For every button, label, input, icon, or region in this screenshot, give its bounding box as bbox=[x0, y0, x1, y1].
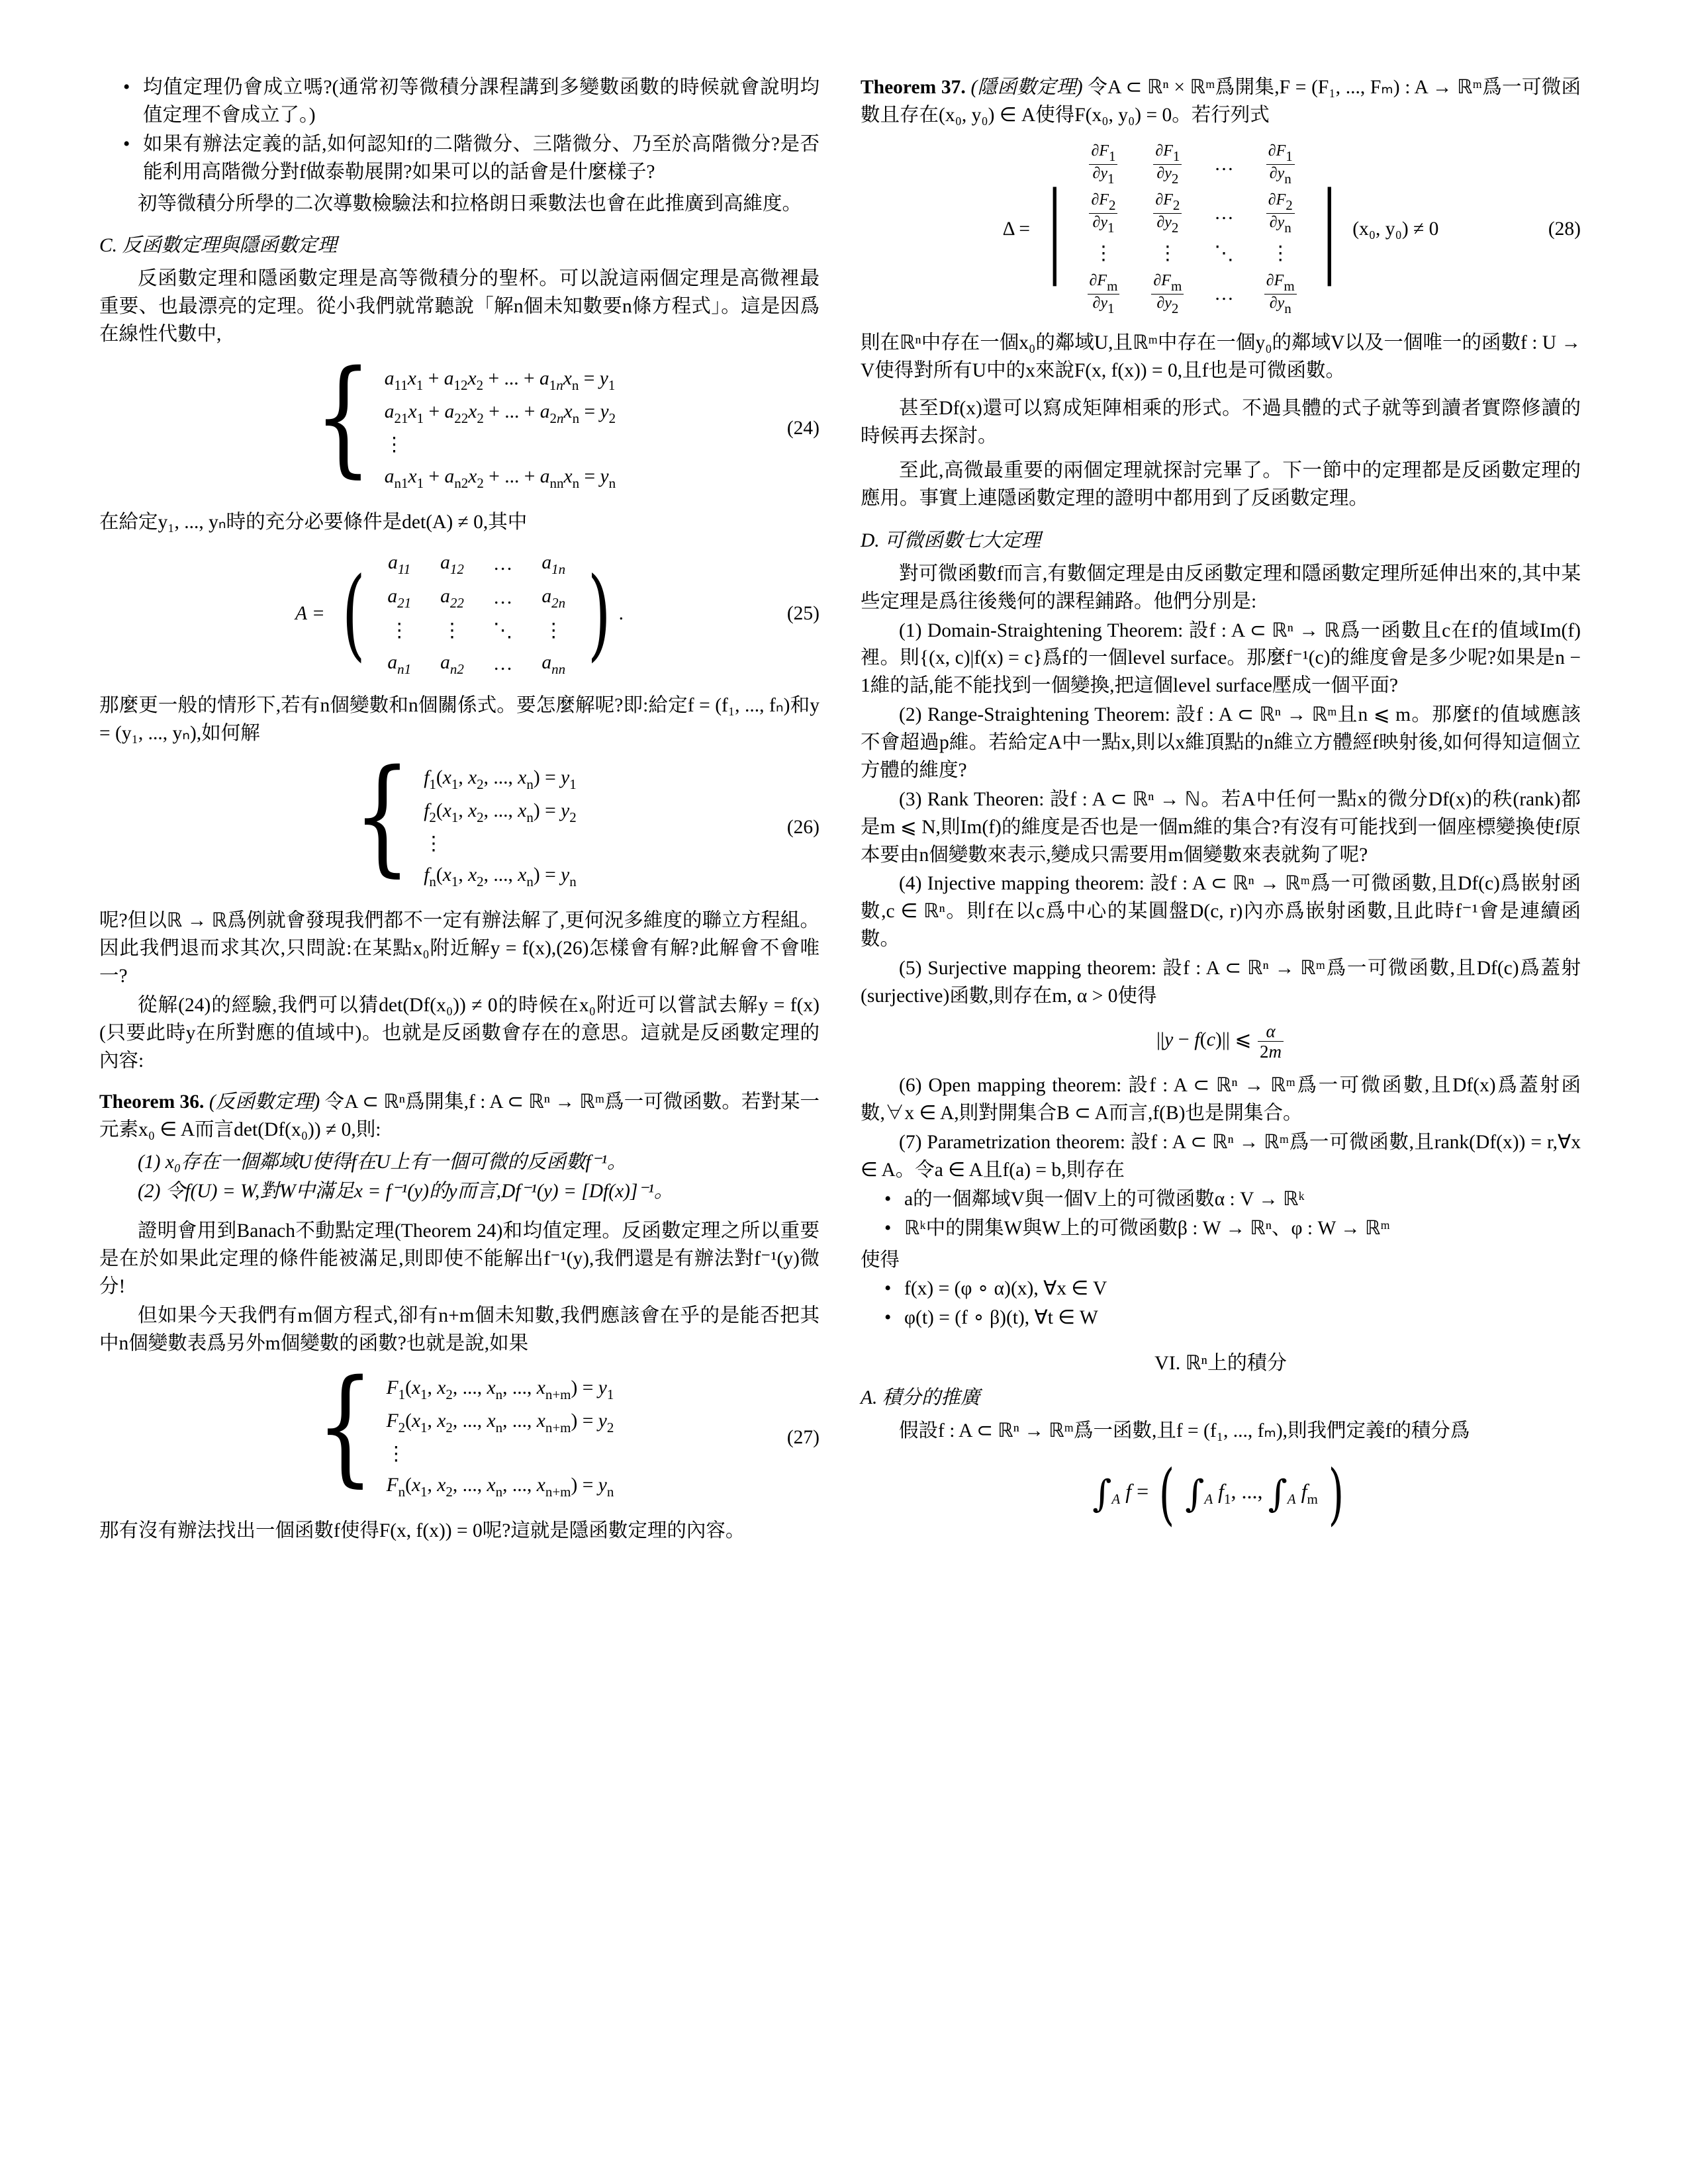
left-brace: { bbox=[353, 742, 412, 889]
after-theorem-36-paragraph-1: 證明會用到Banach不動點定理(Theorem 24)和均值定理。反函數定理之所以重要是在於如果此定理的條件能被滿足,則即使不能解出f⁻¹(y),我們還是有辦法對f⁻¹(y)微分! bbox=[99, 1220, 820, 1297]
determinant-evaluation-point: (x₀, y₀) ≠ 0 bbox=[1352, 218, 1439, 240]
equation-25 bbox=[99, 547, 820, 682]
matrix-body bbox=[373, 547, 580, 682]
theorem-item-5: (5) Surjective mapping theorem: 設f : A ⊂ ℝⁿ → ℝᵐ爲一可微函數,且Df(c)爲蓋射(surjective)函數,則存在m, α > 0使得 bbox=[861, 958, 1581, 1007]
matrix-cell: … bbox=[492, 653, 513, 675]
paragraph-after-bullets: 初等微積分所學的二次導數檢驗法和拉格朗日乘數法也會在此推廣到高維度。 bbox=[138, 193, 802, 214]
determinant-cell: $\frac{\partial Fm}{\partial y2}$ bbox=[1135, 270, 1199, 319]
equation-surjective-bound bbox=[861, 1021, 1581, 1062]
period: . bbox=[618, 603, 624, 625]
list-item: • ℝᵏ中的開集W與W上的可微函數β : W → ℝⁿ、φ : W → ℝᵐ bbox=[904, 1215, 1581, 1243]
after-theorem-36-paragraph-2: 但如果今天我們有m個方程式,卻有n+m個未知數,我們應該會在乎的是能否把其中n個變數表爲另外m個變數的函數?也就是說,如果 bbox=[99, 1304, 820, 1354]
section-C-paragraph-2: 在給定y₁, ..., yₙ時的充分必要條件是det(A) ≠ 0,其中 bbox=[99, 511, 528, 533]
parametrization-connector: 使得 bbox=[861, 1249, 900, 1271]
theorem-37-body: 令A ⊂ ℝⁿ × ℝᵐ爲開集,F = (F₁, ..., Fₘ) : A → ℝᵐ爲一可微函數且存在(x₀, y₀) ∈ A使得F(x₀, y₀) = 0。若行列式 bbox=[861, 77, 1581, 126]
theorem-36-item-2: (2) 令f(U) = W,對W中滿足x = f⁻¹(y)的y而言,Df⁻¹(y) = [Df(x)]⁻¹。 bbox=[138, 1181, 674, 1203]
equation-line: $F_2(x_1$, $x_2$, ..., $x_n$, ..., $x_{n+m}) = y_2$ bbox=[386, 1410, 614, 1435]
integral-sign: ∫ bbox=[1185, 1472, 1205, 1516]
list-item: • f(x) = (φ ∘ α)(x), ∀x ∈ V bbox=[904, 1275, 1581, 1303]
theorem-item-1: (1) Domain-Straightening Theorem: 設f : A ⊂ ℝⁿ → ℝ爲一函數且c在f的值域Im(f)裡。則{(x, c)|f(x) = c}爲f的一個level surface。那麼f⁻¹(c)的維度會是多少呢?如果是n − 1維的話,能不能找到一個變換,把這個level surface壓成一個平面? bbox=[861, 619, 1581, 697]
matrix-cell: … bbox=[492, 587, 513, 609]
equation-line: $f_1(x_1$, $x_2$, ..., $x_n) = y_1$ bbox=[424, 766, 577, 792]
section-VI-paragraph: 假設f : A ⊂ ℝⁿ → ℝᵐ爲一函數,且f = (f₁, ..., fₘ),則我們定義f的積分爲 bbox=[899, 1420, 1470, 1441]
equation-27 bbox=[99, 1352, 820, 1508]
determinant-cell: ⋮ bbox=[1270, 242, 1290, 264]
equation-27-system bbox=[305, 1352, 614, 1508]
table-row bbox=[1072, 140, 1313, 189]
determinant-cell: $\frac{\partial F2}{\partial yn}$ bbox=[1248, 189, 1313, 238]
equation-number: (24) bbox=[786, 417, 820, 439]
theorem-37-label: Theorem 37. bbox=[861, 77, 966, 98]
matrix-cell: ⋮ bbox=[442, 620, 462, 642]
section-heading-VI: VI. ℝⁿ上的積分 bbox=[1154, 1352, 1287, 1375]
equation-line: $f_n(x_1$, $x_2$, ..., $x_n) = y_n$ bbox=[424, 864, 577, 890]
table-row bbox=[373, 547, 580, 582]
equation-expression: $\int_A$ f = ( $\int_A$ $f_1$, ..., $\int_A$ $f_m$ ) bbox=[1092, 1455, 1344, 1533]
vertical-dots: ⋮ bbox=[386, 1443, 406, 1465]
right-paragraph-3: 至此,高微最重要的兩個定理就探討完畢了。下一節中的定理都是反函數定理的應用。事實上連隱函數定理的證明中都用到了反函數定理。 bbox=[861, 460, 1581, 510]
vertical-dots: ⋮ bbox=[424, 833, 444, 854]
left-vertical-bar: | bbox=[1047, 171, 1062, 287]
left-final-paragraph: 那有沒有辦法找出一個函數f使得F(x, f(x)) = 0呢?這就是隱函數定理的內容。 bbox=[99, 1520, 745, 1542]
section-C-paragraph-3: 那麼更一般的情形下,若有n個變數和n個關係式。要怎麼解呢?即:給定f = (f₁, ..., fₙ)和y = (y₁, ..., yₙ),如何解 bbox=[99, 694, 820, 744]
matrix-cell: $a_{n2}$ bbox=[440, 652, 464, 678]
table-row bbox=[373, 647, 580, 682]
determinant-cell: … bbox=[1214, 283, 1234, 304]
section-D-intro: 對可微函數f而言,有數個定理是由反函數定理和隱函數定理所延伸出來的,其中某些定理是爲往後幾何的課程鋪路。他們分別是: bbox=[861, 563, 1581, 612]
right-paren: ) bbox=[587, 556, 611, 672]
matrix-cell: … bbox=[492, 553, 513, 574]
right-vertical-bar: | bbox=[1321, 171, 1337, 287]
determinant-cell: $\frac{\partial F1}{\partial y2}$ bbox=[1135, 140, 1199, 189]
equation-line: $F_n(x_1$, $x_2$, ..., $x_n$, ..., $x_{n+m}) = y_n$ bbox=[386, 1475, 614, 1500]
theorem-36-name: (反函數定理) bbox=[209, 1091, 320, 1113]
equation-number: (27) bbox=[786, 1426, 820, 1448]
determinant-cell: ⋮ bbox=[1158, 242, 1178, 264]
right-column bbox=[861, 74, 1581, 2118]
right-paren: ) bbox=[1328, 1455, 1344, 1533]
section-letter: A. bbox=[861, 1387, 878, 1408]
section-C-paragraph-1: 反函數定理和隱函數定理是高等微積分的聖杯。可以說這兩個定理是高微裡最重要、也最漂亮的定理。從小我們就常聽說「解n個未知數要n條方程式」。這是因爲在線性代數中, bbox=[99, 268, 820, 345]
list-item: • φ(t) = (f ∘ β)(t), ∀t ∈ W bbox=[904, 1304, 1581, 1332]
equation-24-system bbox=[303, 343, 616, 498]
equation-26-rows bbox=[424, 758, 577, 897]
equation-line: $F_1(x_1$, $x_2$, ..., $x_n$, ..., $x_{n+m}) = y_1$ bbox=[386, 1377, 614, 1402]
equation-expression: ||y − f(c)|| ⩽ $\frac{\alpha}{2m}$ bbox=[1156, 1028, 1285, 1050]
matrix-cell: $a_{11}$ bbox=[388, 551, 411, 577]
equation-number: (25) bbox=[786, 603, 820, 625]
theorem-36-label: Theorem 36. bbox=[99, 1091, 205, 1113]
determinant-cell: $\frac{\partial F2}{\partial y1}$ bbox=[1072, 189, 1136, 238]
left-column bbox=[99, 74, 820, 2118]
integral-sign: ∫ bbox=[1092, 1472, 1112, 1516]
table-row bbox=[1072, 189, 1313, 238]
matrix-cell: $a_{21}$ bbox=[387, 586, 412, 612]
determinant-cell: ⋱ bbox=[1214, 242, 1234, 264]
theorem-item-4: (4) Injective mapping theorem: 設f : A ⊂ ℝⁿ → ℝᵐ爲一可微函數,且Df(c)爲嵌射函數,c ∈ ℝⁿ。則f在以c爲中心的某圓盤D(c, r)內亦爲嵌射函數,且此時f⁻¹會是連續函數。 bbox=[861, 873, 1581, 950]
matrix-cell: $a_{n1}$ bbox=[387, 652, 412, 678]
left-brace: { bbox=[314, 343, 372, 490]
determinant-body bbox=[1072, 140, 1313, 319]
determinant-delta bbox=[1003, 140, 1439, 319]
matrix-cell: ⋮ bbox=[543, 620, 563, 642]
section-heading-A bbox=[861, 1385, 1581, 1412]
theorem-37-name: (隱函數定理) bbox=[970, 77, 1083, 98]
section-heading-D bbox=[861, 527, 1581, 555]
table-row bbox=[1072, 238, 1313, 270]
parametrization-bullets-2 bbox=[861, 1275, 1581, 1332]
equation-line: $a_{11}x_1 + a_{12}x_2$ + ... + $a_{1n}x_n = y_1$ bbox=[384, 367, 616, 393]
matrix-cell: ⋱ bbox=[492, 620, 513, 642]
theorem-item-2: (2) Range-Straightening Theorem: 設f : A ⊂ ℝⁿ → ℝᵐ且n ⩽ m。那麼f的值域應該不會超過p維。若給定A中一點x,則以x維頂點的n維立方體經f映射後,如何得知這個立方體的維度? bbox=[861, 704, 1581, 781]
matrix-A bbox=[295, 547, 624, 682]
theorem-item-3: (3) Rank Theoren: 設f : A ⊂ ℝⁿ → ℕ。若A中任何一點x的微分Df(x)的秩(rank)都是m ⩽ N,則Im(f)的維度是否也是一個m維的集合?有沒有可能找到一個座標變換使f原本要由n個變數來表示,變成只需要用m個變數來表就夠了呢? bbox=[861, 788, 1581, 866]
determinant-cell: ⋮ bbox=[1094, 242, 1113, 264]
equation-28 bbox=[861, 140, 1581, 319]
matrix-cell: $a_{nn}$ bbox=[541, 652, 566, 678]
equation-24 bbox=[99, 343, 820, 498]
theorem-36-body: 令A ⊂ ℝⁿ爲開集,f : A ⊂ ℝⁿ → ℝᵐ爲一可微函數。若對某一元素x₀ ∈ A而言det(Df(x₀)) ≠ 0,則: bbox=[99, 1091, 820, 1140]
theorem-36-item-1: (1) x₀存在一個鄰域U使得f在U上有一個可微的反函數f⁻¹。 bbox=[138, 1152, 627, 1173]
section-letter: C. bbox=[99, 235, 118, 257]
table-row bbox=[373, 581, 580, 615]
theorem-item-6: (6) Open mapping theorem: 設f : A ⊂ ℝⁿ → ℝᵐ爲一可微函數,且Df(x)爲蓋射函數,∀x ∈ A,則對開集合B ⊂ A而言,f(B)也是開集合。 bbox=[861, 1075, 1581, 1124]
table-row bbox=[373, 615, 580, 647]
section-title: 反函數定理與隱函數定理 bbox=[122, 235, 337, 257]
determinant-cell: $\frac{\partial F2}{\partial y2}$ bbox=[1135, 189, 1199, 238]
determinant-cell: … bbox=[1214, 202, 1234, 224]
parametrization-bullets-1 bbox=[861, 1186, 1581, 1243]
vertical-dots: ⋮ bbox=[384, 433, 404, 455]
right-paragraph-2: 甚至Df(x)還可以寫成矩陣相乘的形式。不過具體的式子就等到讀者實際修讀的時候再去探討。 bbox=[861, 398, 1581, 447]
fraction: $\frac{\alpha}{2m}$ bbox=[1258, 1021, 1284, 1062]
equation-integral bbox=[861, 1455, 1581, 1533]
theorem-item-7: (7) Parametrization theorem: 設f : A ⊂ ℝⁿ → ℝᵐ爲一可微函數,且rank(Df(x)) = r,∀x ∈ A。令a ∈ A且f(a) = b,則存在 bbox=[861, 1132, 1581, 1181]
determinant-cell: $\frac{\partial Fm}{\partial yn}$ bbox=[1248, 270, 1313, 319]
matrix-cell: ⋮ bbox=[389, 620, 409, 642]
section-C-paragraph-4: 呢?但以ℝ → ℝ爲例就會發現我們都不一定有辦法解了,更何況多維度的聯立方程組。因此我們退而求其次,只問說:在某點x₀附近解y = f(x),(26)怎樣會有解?此解會不會唯一? bbox=[99, 910, 820, 987]
integral-sign: ∫ bbox=[1268, 1472, 1288, 1516]
matrix-cell: $a_{22}$ bbox=[440, 586, 464, 612]
left-brace: { bbox=[316, 1352, 374, 1499]
matrix-label: A = bbox=[295, 603, 325, 625]
two-column-layout bbox=[99, 74, 1589, 2118]
section-letter: D. bbox=[861, 529, 880, 551]
determinant-cell: $\frac{\partial Fm}{\partial y1}$ bbox=[1072, 270, 1136, 319]
equation-27-rows bbox=[387, 1369, 614, 1508]
list-item: • 如果有辦法定義的話,如何認知f的二階微分、三階微分、乃至於高階微分?是否能利用高階微分對f做泰勒展開?如果可以的話會是什麼樣子? bbox=[143, 131, 820, 187]
equation-26 bbox=[99, 742, 820, 897]
list-item: • a的一個鄰域V與一個V上的可微函數α : V → ℝᵏ bbox=[904, 1186, 1581, 1214]
equation-number: (28) bbox=[1548, 218, 1581, 240]
section-C-paragraph-5: 從解(24)的經驗,我們可以猜det(Df(x₀)) ≠ 0的時候在x₀附近可以嘗試去解y = f(x)(只要此時y在所對應的值域中)。也就是反函數會存在的意思。這就是反函數定理的內容: bbox=[99, 995, 820, 1071]
section-title: 積分的推廣 bbox=[882, 1387, 980, 1408]
list-item: • 均值定理仍會成立嗎?(通常初等微積分課程講到多變數函數的時候就會說明均值定理不會成立了。) bbox=[143, 74, 820, 130]
equation-line: $a_{n1}x_1 + a_{n2}x_2$ + ... + $a_{nn}x_n = y_n$ bbox=[384, 465, 616, 491]
section-heading-C bbox=[99, 232, 820, 260]
equation-24-rows bbox=[385, 359, 616, 498]
theorem-36 bbox=[99, 1089, 820, 1144]
right-paragraph-1: 則在ℝⁿ中存在一個x₀的鄰域U,且ℝᵐ中存在一個y₀的鄰域V以及一個唯一的函數f : U → V使得對所有U中的x來說F(x, f(x)) = 0,且f也是可微函數。 bbox=[861, 332, 1581, 381]
matrix-cell: $a_{12}$ bbox=[440, 551, 464, 577]
determinant-cell: $\frac{\partial F1}{\partial yn}$ bbox=[1248, 140, 1313, 189]
determinant-cell: … bbox=[1214, 153, 1234, 175]
equation-line: $a_{21}x_1 + a_{22}x_2$ + ... + $a_{2n}x_n = y_2$ bbox=[384, 400, 616, 426]
left-paren: ( bbox=[1158, 1455, 1175, 1533]
theorem-37 bbox=[861, 74, 1581, 130]
top-bullet-list bbox=[99, 74, 820, 187]
left-paren: ( bbox=[342, 556, 365, 672]
matrix-cell: $a_{1n}$ bbox=[541, 551, 566, 577]
matrix-cell: $a_{2n}$ bbox=[541, 586, 566, 612]
table-row bbox=[1072, 270, 1313, 319]
determinant-cell: $\frac{\partial F1}{\partial y1}$ bbox=[1072, 140, 1136, 189]
equation-number: (26) bbox=[786, 816, 820, 838]
equation-26-system bbox=[342, 742, 577, 897]
determinant-label: Δ = bbox=[1002, 218, 1030, 240]
equation-line: $f_2(x_1$, $x_2$, ..., $x_n) = y_2$ bbox=[424, 799, 577, 825]
section-title: 可微函數七大定理 bbox=[884, 529, 1041, 551]
